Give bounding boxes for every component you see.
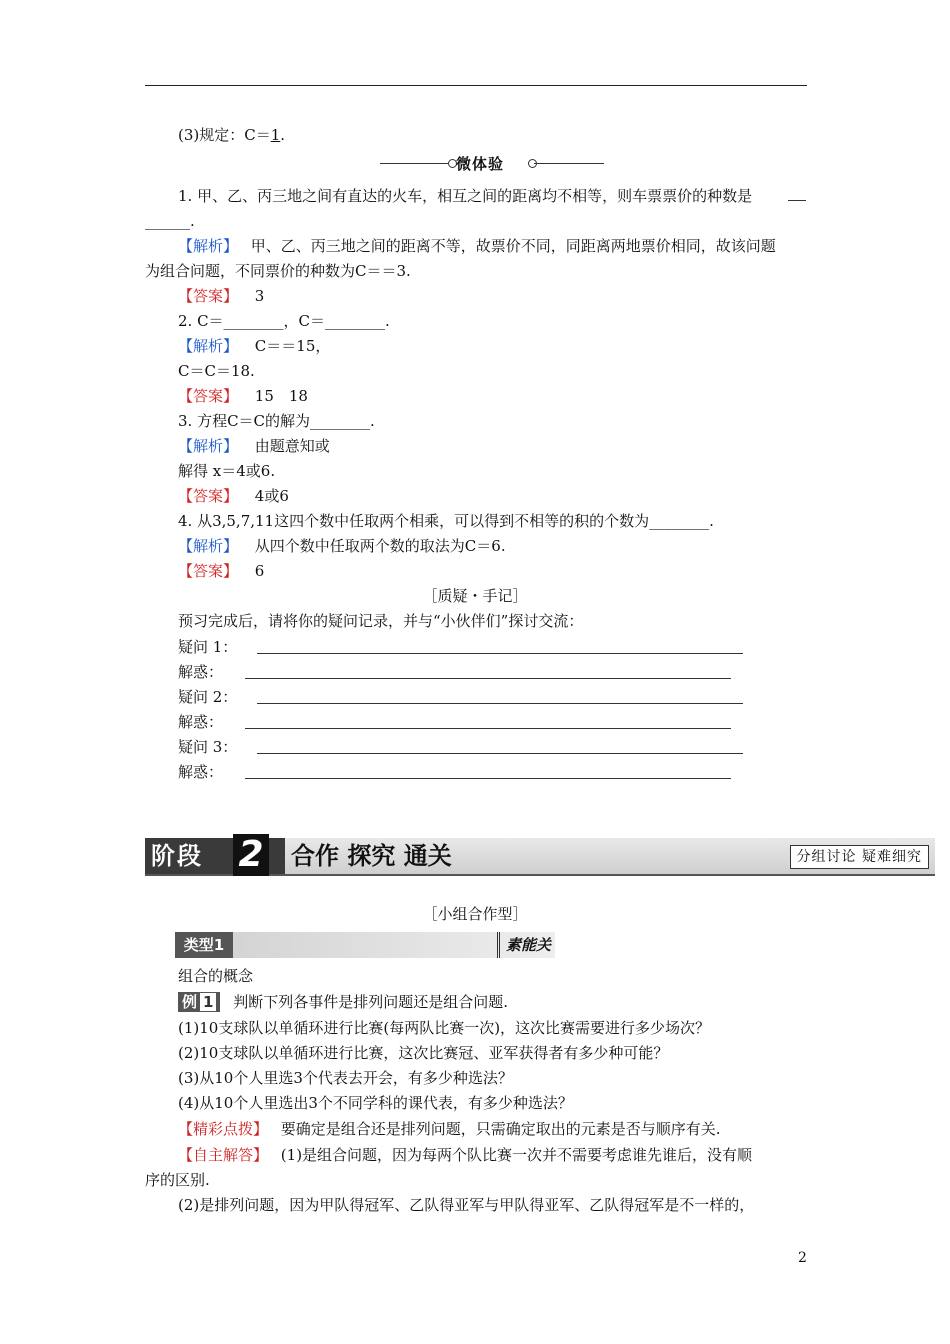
analysis-tag: 【解析】 bbox=[178, 437, 239, 455]
solve-text: (2)是排列问题，因为甲队得冠军、乙队得亚军与甲队得亚军、乙队得冠军是不一样的， bbox=[178, 1196, 755, 1214]
rule-line: (3)规定：C＝1. bbox=[178, 126, 286, 144]
q3-text: 3. 方程C＝C的解为________. bbox=[178, 412, 375, 430]
question-label: 疑问 1： bbox=[178, 638, 238, 656]
answer-label: 解惑： bbox=[178, 763, 224, 781]
hint-text: 要确定是组合还是排列问题，只需确定取出的元素是否与顺序有关. bbox=[280, 1120, 721, 1138]
banner-title: 合作 探究 通关 bbox=[291, 842, 452, 870]
answer-tag: 【答案】 bbox=[178, 562, 239, 580]
notes-heading: ［质疑・手记］ bbox=[422, 587, 528, 605]
question-line[interactable] bbox=[257, 753, 743, 754]
analysis-tag: 【解析】 bbox=[178, 237, 239, 255]
solve-text: (1)是组合问题，因为每两个队比赛一次并不需要考虑谁先谁后，没有顺 bbox=[280, 1146, 753, 1164]
hint-line bbox=[178, 1119, 721, 1139]
example-item: (1)10支球队以单循环进行比赛(每两队比赛一次)，这次比赛需要进行多少场次？ bbox=[178, 1019, 711, 1037]
answer-tag: 【答案】 bbox=[178, 387, 239, 405]
rule-text: (3)规定：C＝ bbox=[178, 126, 271, 144]
solve-tag: 【自主解答】 bbox=[178, 1146, 269, 1164]
divider-right bbox=[534, 163, 604, 164]
example-item: (3)从10个人里选3个代表去开会，有多少种选法？ bbox=[178, 1069, 513, 1087]
analysis-text: 解得 x＝4或6. bbox=[178, 462, 276, 480]
answer-line[interactable] bbox=[245, 728, 731, 729]
banner-tagline: 分组讨论 疑难细究 bbox=[790, 845, 929, 869]
example-text: 判断下列各事件是排列问题还是组合问题. bbox=[233, 993, 509, 1011]
rule-value: 1 bbox=[270, 126, 281, 144]
analysis-tag: 【解析】 bbox=[178, 537, 239, 555]
analysis-text: C＝C＝18. bbox=[178, 362, 255, 380]
analysis-text: C＝＝15， bbox=[254, 337, 331, 355]
answer-value: 4或6 bbox=[254, 487, 289, 505]
q3-analysis bbox=[178, 436, 330, 456]
type-label: 类型1 bbox=[175, 932, 233, 958]
q3-answer bbox=[178, 486, 289, 506]
type-tag: 素能关 bbox=[497, 932, 551, 958]
question-line[interactable] bbox=[257, 703, 743, 704]
analysis-text: 由题意知或 bbox=[254, 437, 330, 455]
q1-line1: 1. 甲、乙、丙三地之间有直达的火车，相互之间的距离均不相等，则车票票价的种数是 bbox=[178, 187, 753, 205]
example-item: (2)10支球队以单循环进行比赛，这次比赛冠、亚军获得者有多少种可能？ bbox=[178, 1044, 669, 1062]
analysis-text: 甲、乙、丙三地之间的距离不等，故票价不同，同距离两地票价相同，故该问题 bbox=[250, 237, 776, 255]
concept-heading: 组合的概念 bbox=[178, 967, 254, 985]
answer-label: 解惑： bbox=[178, 663, 224, 681]
q1-line2: ______. bbox=[145, 212, 195, 230]
example-badge: 例 1 bbox=[178, 992, 220, 1012]
q4-analysis bbox=[178, 536, 506, 556]
answer-value: 3 bbox=[254, 287, 265, 305]
question-line[interactable] bbox=[257, 653, 743, 654]
q1-blank bbox=[788, 186, 806, 206]
answer-tag: 【答案】 bbox=[178, 487, 239, 505]
q2-answer bbox=[178, 386, 308, 406]
solve-text: 序的区别. bbox=[145, 1171, 210, 1189]
type-bar bbox=[175, 932, 555, 958]
answer-label: 解惑： bbox=[178, 713, 224, 731]
page-number: 2 bbox=[798, 1250, 807, 1266]
answer-tag: 【答案】 bbox=[178, 287, 239, 305]
section-title-wei bbox=[380, 153, 604, 173]
stage-banner bbox=[145, 834, 935, 876]
q1-analysis bbox=[178, 236, 776, 256]
answer-line[interactable] bbox=[245, 678, 731, 679]
notes-intro: 预习完成后，请将你的疑问记录，并与“小伙伴们”探讨交流： bbox=[178, 612, 584, 630]
header-rule bbox=[145, 85, 807, 86]
answer-value: 6 bbox=[254, 562, 265, 580]
group-heading: ［小组合作型］ bbox=[422, 905, 528, 923]
analysis-tag: 【解析】 bbox=[178, 337, 239, 355]
q1-answer bbox=[178, 286, 264, 306]
q4-answer bbox=[178, 561, 264, 581]
question-label: 疑问 3： bbox=[178, 738, 238, 756]
question-label: 疑问 2： bbox=[178, 688, 238, 706]
banner-stage: 阶段 bbox=[145, 838, 285, 874]
answer-line[interactable] bbox=[245, 778, 731, 779]
example-item: (4)从10个人里选出3个不同学科的课代表，有多少种选法？ bbox=[178, 1094, 573, 1112]
hint-tag: 【精彩点拨】 bbox=[178, 1120, 269, 1138]
answer-value: 15 18 bbox=[254, 387, 308, 405]
divider-left bbox=[380, 163, 450, 164]
analysis-text: 为组合问题，不同票价的种数为C＝＝3. bbox=[145, 262, 411, 280]
q4-text: 4. 从3,5,7,11这四个数中任取两个相乘，可以得到不相等的积的个数为________. bbox=[178, 512, 714, 530]
banner-number: 2 bbox=[233, 834, 269, 876]
solve-line bbox=[178, 1145, 752, 1165]
example-line bbox=[178, 992, 508, 1012]
q2-text: 2. C＝________，C＝________. bbox=[178, 312, 390, 330]
section-title: 微体验 bbox=[456, 155, 505, 173]
analysis-text: 从四个数中任取两个数的取法为C＝6. bbox=[254, 537, 506, 555]
q2-analysis bbox=[178, 336, 330, 356]
